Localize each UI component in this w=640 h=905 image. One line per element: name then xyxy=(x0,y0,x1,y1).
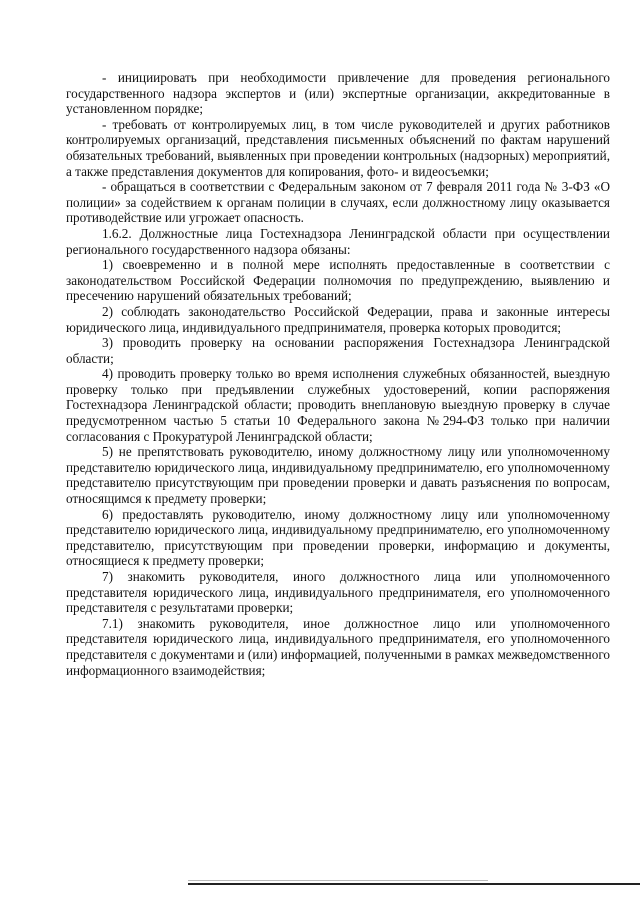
paragraph-10: 6) предоставлять руководителю, иному должностному лицу или уполномоченному представителю юридического лица, индивидуальному предпринимателю, его уполномоченному представителю, присутствующим при проведении проверки, информацию и документы, относящиеся к предмету проверки; xyxy=(66,506,610,569)
paragraph-11: 7) знакомить руководителя, иного должностного лица или уполномоченного представителя юридического лица, индивидуального предпринимателя, его уполномоченного представителя с результатами проверки; xyxy=(66,569,610,616)
paragraph-5: 1) своевременно и в полной мере исполнять предоставленные в соответствии с законодательством Российской Федерации полномочия по предупреждению, выявлению и пресечению нарушений обязательных требований; xyxy=(66,257,610,304)
scan-edge-line-faint xyxy=(188,880,488,881)
paragraph-2: - требовать от контролируемых лиц, в том числе руководителей и других работников контролируемых организаций, представления письменных объяснений по фактам нарушений обязательных требований, выявленных при проведении контрольных (надзорных) мероприятий, а также представления документов для копирования, фото- и видеосъемки; xyxy=(66,116,610,179)
scan-edge-line xyxy=(188,883,640,885)
paragraph-8: 4) проводить проверку только во время исполнения служебных обязанностей, выездную проверку только при предъявлении служебных удостоверений, копии распоряжения Гостехнадзора Ленинградской области; проводить внеплановую выездную проверку в случае предусмотренном частью 5 статьи 10 Федерального закона №294-ФЗ только при наличии согласования с Прокуратурой Ленинградской области; xyxy=(66,366,610,444)
paragraph-1: - инициировать при необходимости привлечение для проведения регионального государственного надзора экспертов и (или) экспертные организации, аккредитованные в установленном порядке; xyxy=(66,70,610,117)
paragraph-4: 1.6.2. Должностные лица Гостехнадзора Ленинградской области при осуществлении регионального государственного надзора обязаны: xyxy=(66,225,610,257)
document-page xyxy=(66,70,610,678)
paragraph-3: - обращаться в соответствии с Федеральным законом от 7 февраля 2011 года № 3-ФЗ «О полиции» за содействием к органам полиции в случаях, если должностному лицу оказывается противодействие или угрожает опасность. xyxy=(66,179,610,226)
paragraph-7: 3) проводить проверку на основании распоряжения Гостехнадзора Ленинградской области; xyxy=(66,335,610,366)
paragraph-6: 2) соблюдать законодательство Российской Федерации, права и законные интересы юридического лица, индивидуального предпринимателя, проверка которых проводится; xyxy=(66,303,610,335)
paragraph-9: 5) не препятствовать руководителю, иному должностному лицу или уполномоченному представителю юридического лица, индивидуальному предпринимателю, его уполномоченному представителю присутствующим при проведении проверки и давать разъяснения по вопросам, относящимся к предмету проверки; xyxy=(66,444,610,507)
paragraph-12: 7.1) знакомить руководителя, иное должностное лицо или уполномоченного представителя юридического лица, индивидуального предпринимателя, его уполномоченного представителя с документами и (или) информацией, полученными в рамках межведомственного информационного взаимодействия; xyxy=(66,615,610,678)
